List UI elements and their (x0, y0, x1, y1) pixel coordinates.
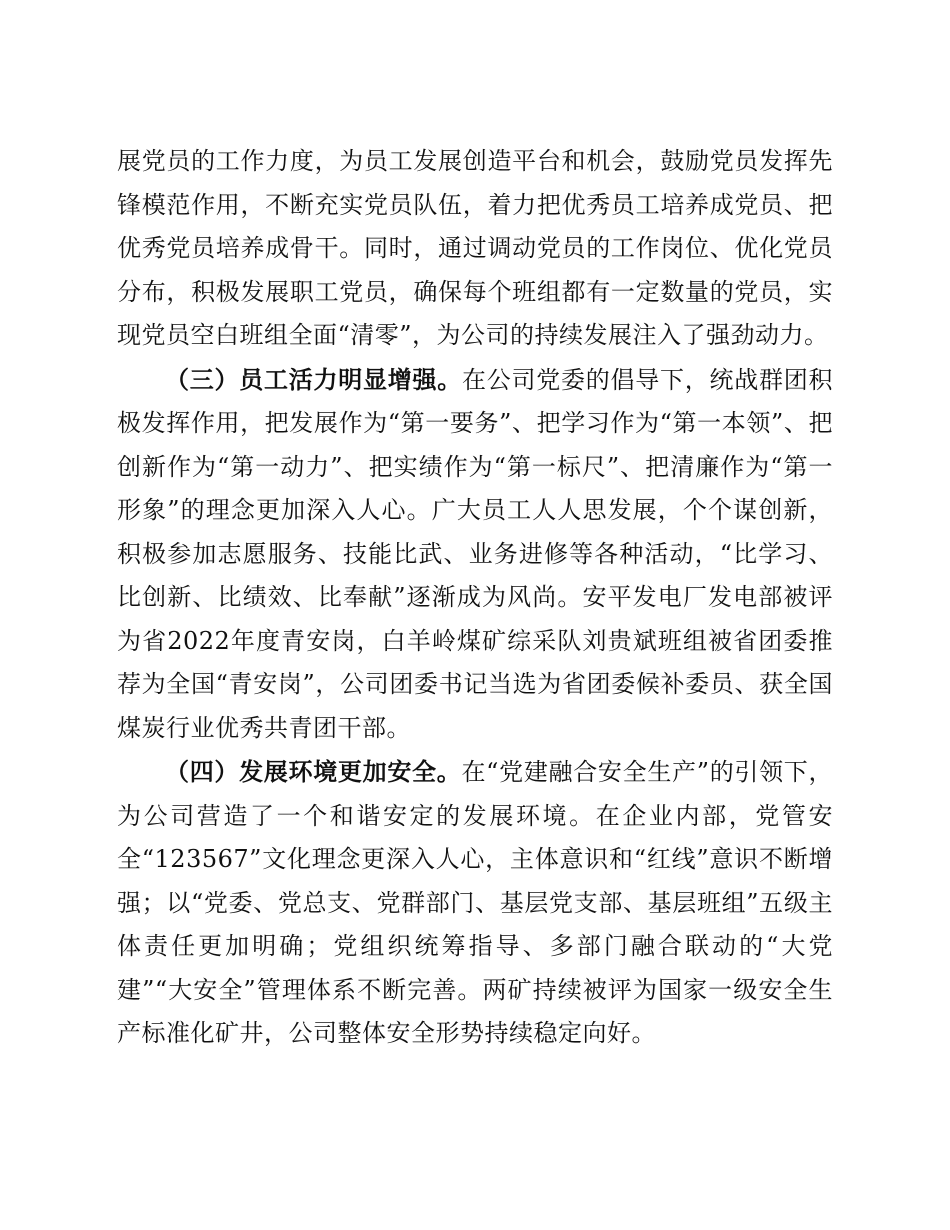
paragraph-3 (117, 750, 833, 1056)
paragraph-3-text: 在“党建融合安全生产”的引领下，为公司营造了一个和谐安定的发展环境。在企业内部，党管安全“123567”文化理念更深入人心，主体意识和“红线”意识不断增强；以“党委、党总支、党群部门、基层党支部、基层班组”五级主体责任更加明确；党组织统筹指导、多部门融合联动的“大党建”“大安全”管理体系不断完善。两矿持续被评为国家一级安全生产标准化矿井，公司整体安全形势持续稳定向好。 (117, 758, 834, 1047)
paragraph-2-heading: （三）员工活力明显增强。 (165, 364, 462, 394)
paragraph-1 (117, 140, 833, 358)
paragraph-1-text: 展党员的工作力度，为员工发展创造平台和机会，鼓励党员发挥先锋模范作用，不断充实党员队伍，着力把优秀员工培养成党员、把优秀党员培养成骨干。同时，通过调动党员的工作岗位、优化党员分布，积极发展职工党员，确保每个班组都有一定数量的党员，实现党员空白班组全面“清零”，为公司的持续发展注入了强劲动力。 (117, 147, 833, 349)
document-body (117, 140, 833, 1056)
paragraph-2-text: 在公司党委的倡导下，统战群团积极发挥作用，把发展作为“第一要务”、把学习作为“第一本领”、把创新作为“第一动力”、把实绩作为“第一标尺”、把清廉作为“第一形象”的理念更加深入人心。广大员工人人思发展，个个谋创新，积极参加志愿服务、技能比武、业务进修等各种活动，“比学习、比创新、比绩效、比奉献”逐渐成为风尚。安平发电厂发电部被评为省2022年度青安岗，白羊岭煤矿综采队刘贵斌班组被省团委推荐为全国“青安岗”，公司团委书记当选为省团委候补委员、获全国煤炭行业优秀共青团干部。 (117, 365, 833, 742)
paragraph-3-heading: （四）发展环境更加安全。 (165, 757, 462, 786)
paragraph-2 (117, 358, 833, 751)
